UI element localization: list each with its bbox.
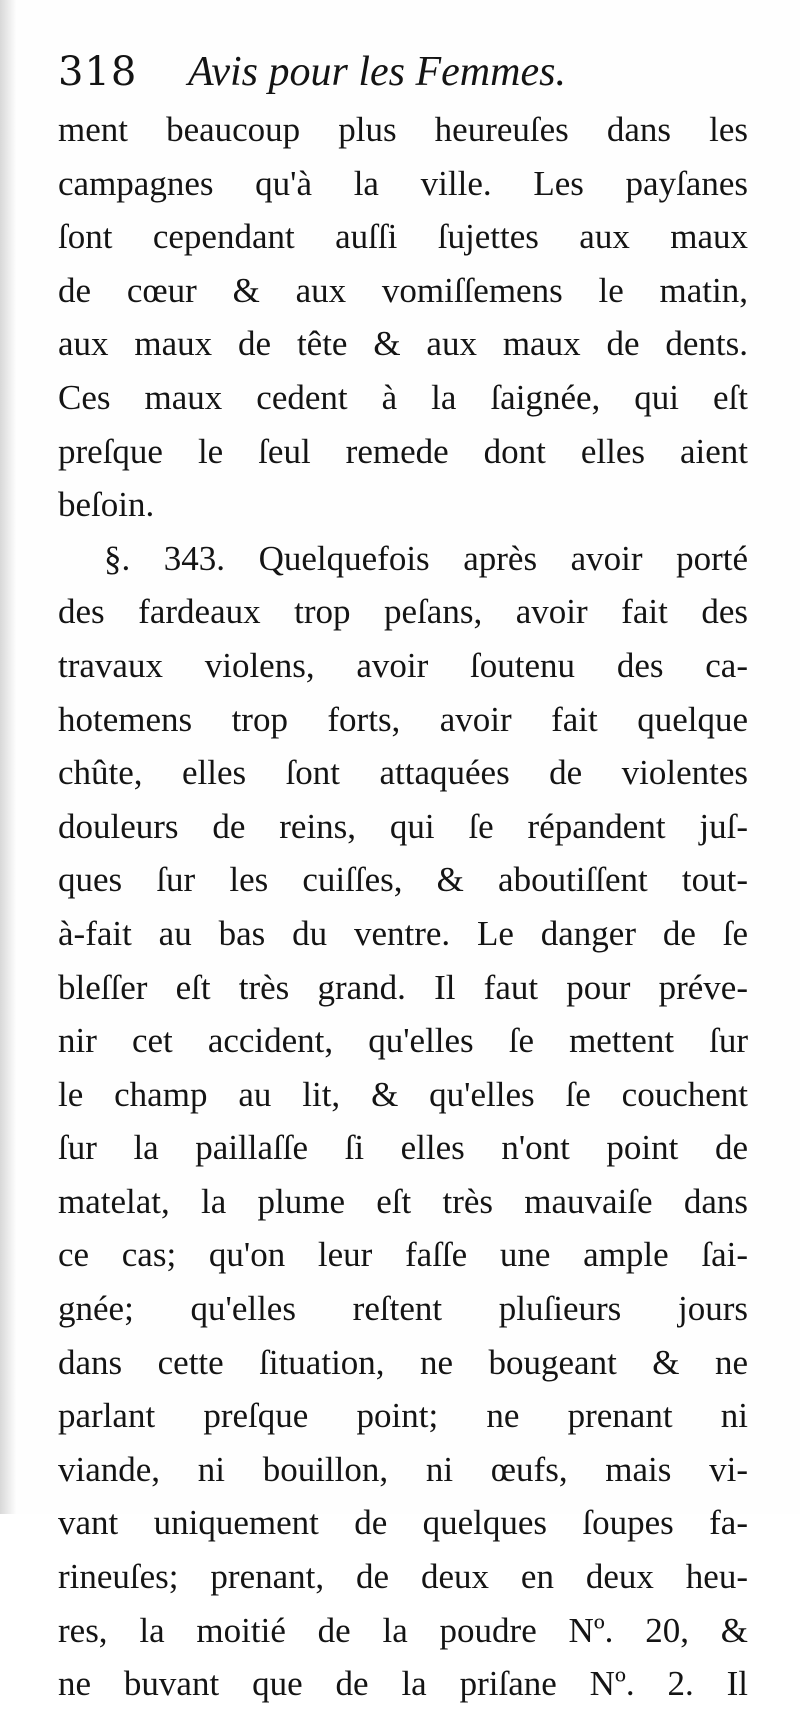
text-line: ne buvant que de la priſane Nº. 2. Il <box>58 1664 748 1704</box>
text-line: hotemens trop forts, avoir fait quelque <box>58 699 748 739</box>
text-line: campagnes qu'à la ville. Les payſanes <box>58 163 748 203</box>
text-line: nir cet accident, qu'elles ſe mettent ſur <box>58 1021 748 1061</box>
text-line: ſur la paillaſſe ſi elles n'ont point de <box>58 1128 748 1168</box>
text-line: des fardeaux trop peſans, avoir fait des <box>58 592 748 632</box>
text-line: ſont cependant auſſi ſujettes aux maux <box>58 217 748 257</box>
text-line: ques ſur les cuiſſes, & aboutiſſent tout- <box>58 860 748 900</box>
text-line: dans cette ſituation, ne bougeant & ne <box>58 1342 748 1382</box>
text-line: preſque le ſeul remede dont elles aient <box>58 431 748 471</box>
text-line: bleſſer eſt très grand. Il faut pour préve- <box>58 967 748 1007</box>
text-line: §. 343. Quelquefois après avoir porté <box>104 538 748 578</box>
text-line: de cœur & aux vomiſſemens le matin, <box>58 270 748 310</box>
text-line: travaux violens, avoir ſoutenu des ca- <box>58 645 748 685</box>
text-line: le champ au lit, & qu'elles ſe couchent <box>58 1074 748 1114</box>
text-line: gnée; qu'elles reſtent pluſieurs jours <box>58 1289 748 1329</box>
text-line: aux maux de tête & aux maux de dents. <box>58 324 748 364</box>
text-line: douleurs de reins, qui ſe répandent juſ- <box>58 806 748 846</box>
text-line: viande, ni bouillon, ni œufs, mais vi- <box>58 1449 748 1489</box>
text-line: matelat, la plume eſt très mauvaiſe dans <box>58 1181 748 1221</box>
text-line: ce cas; qu'on leur faſſe une ample ſai- <box>58 1235 748 1275</box>
running-head <box>58 42 758 102</box>
page-edge-shadow <box>0 0 16 1514</box>
text-line: rineuſes; prenant, de deux en deux heu- <box>58 1557 748 1597</box>
page-number: 318 <box>58 49 138 95</box>
text-line: chûte, elles ſont attaquées de violentes <box>58 753 748 793</box>
text-line: beſoin. <box>58 485 155 525</box>
text-line: Ces maux cedent à la ſaignée, qui eſt <box>58 377 748 417</box>
text-line: res, la moitié de la poudre Nº. 20, & <box>58 1610 748 1650</box>
body-text <box>58 103 748 1711</box>
running-title: Avis pour les Femmes. <box>188 49 566 95</box>
text-line: à-fait au bas du ventre. Le danger de ſe <box>58 913 748 953</box>
text-line: ment beaucoup plus heureuſes dans les <box>58 110 748 149</box>
text-line: parlant preſque point; ne prenant ni <box>58 1396 748 1436</box>
text-line: vant uniquement de quelques ſoupes fa- <box>58 1503 748 1543</box>
